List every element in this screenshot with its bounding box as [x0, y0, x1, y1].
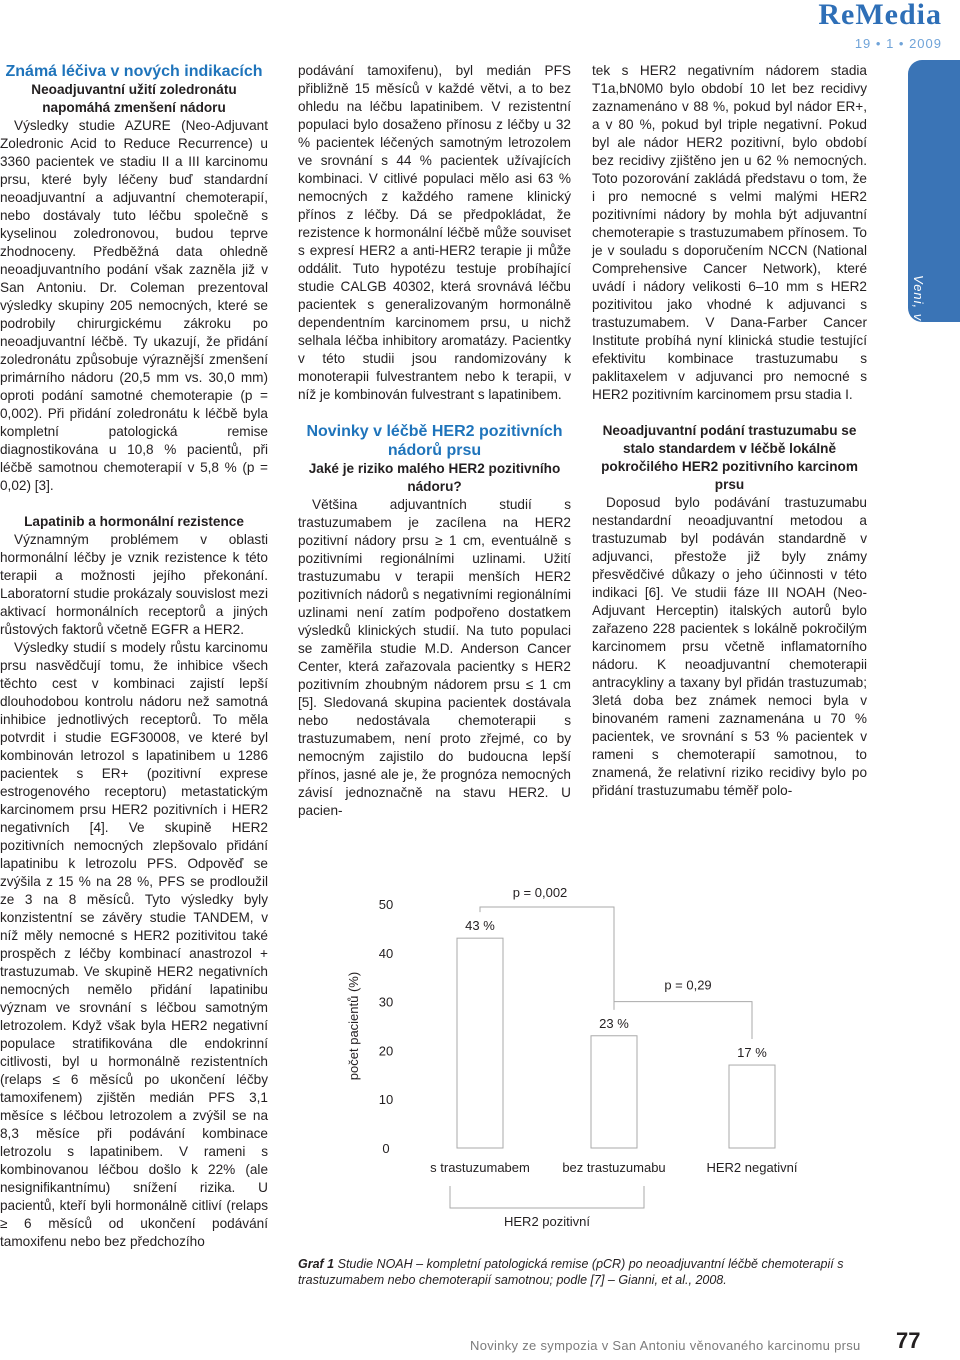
column-2	[298, 62, 571, 820]
section-heading: Známá léčiva v nových indikacích	[5, 63, 263, 80]
section-heading-her2: Novinky v léčbě HER2 pozitivních nádorů prsu	[306, 423, 563, 459]
page-number: 77	[896, 1328, 921, 1353]
bar	[457, 938, 503, 1148]
paragraph: Významným problémem v oblasti hormonální léčby je vznik rezistence k této terapii a možnosti jejího překonání. Laboratorní studie prokázaly souvislost mezi aktivací hormonálních receptorů a jiných růstových faktorů včetně EGFR a HER2.	[0, 532, 268, 637]
paragraph: Většina adjuvantních studií s trastuzumabem je zacílena na HER2 pozitivní nádory prsu ≥ 1 cm, eventuálně s pozitivními regionálními uzlinami. Užití trastuzumabu v terapii menších HER2 pozitivních nádorů s negativními regionálními uzlinami není zatím podpořeno dostatkem výsledků klinických studií. Na tuto populaci se zaměřila studie M.D. Anderson Cancer Center, která zařazovala pacientky s HER2 pozitivním zhoubným nádorem prsu ≤ 1 cm [5]. Sledovaná skupina pacientek dostávala nebo nedostávala chemoterapii s trastuzumabem, není proto zřejmé, co by nemocným zajistilo do budoucna lepší přínos, jasné ale je, že prognóza nemocných závisí jednoznačně na stavu HER2. U pacien-	[298, 497, 571, 818]
caption-text: Studie NOAH – kompletní patologická remise (pCR) po neoadjuvantní léčbě chemoterapií s trastuzumabem nebo chemoterapií samotnou; podle [7] – Gianni, et al., 2008.	[298, 1257, 844, 1287]
y-tick-label: 50	[378, 897, 394, 912]
journal-header	[818, 0, 942, 52]
paragraph: Doposud bylo podávání trastuzumabu nestandardní neoadjuvantní metodou a trastuzumab byl podáván standardně v adjuvanci, přestože již byly známy přesvědčivé důkazy o jeho účinnosti v této indikaci [6]. Ve studii fáze III NOAH (Neo-Adjuvant Herceptin) italských autorů bylo zařazeno 228 pacientek s lokálně pokročilým karcinomem prsu včetně inflamatorního nádoru. K neoadjuvantní chemoterapii antracykliny a taxany byl přidán trastuzumab; 3letá doba bez známek nemoci byla v binovaném rameni zaznamenána u 70 % pacientek, ve srovnání s 53 % pacientek v rameni s chemoterapií samotnou, to znamená, že relativní riziko recidivy bylo po přidání trastuzumabu téměř polo-	[592, 495, 867, 798]
bar-value-label: 43 %	[465, 918, 495, 934]
bar	[591, 1036, 637, 1148]
bar-value-label: 17 %	[737, 1045, 767, 1061]
column-1	[0, 62, 268, 1251]
issue-number: 19 • 1 • 2009	[854, 36, 942, 51]
subheading-neoadjuvant: Neoadjuvantní podání trastuzumabu se stalo standardem v léčbě lokálně pokročilého HER2 pozitivního karcinom prsu	[601, 423, 858, 492]
y-tick-label: 30	[378, 994, 394, 1010]
section-tab	[908, 60, 960, 356]
group-bracket	[450, 1186, 644, 1208]
y-tick-label: 10	[378, 1092, 394, 1108]
section-tab-label: Veni, vidi ...	[911, 275, 926, 356]
caption-label: Graf 1	[298, 1257, 335, 1271]
column-3	[592, 62, 867, 800]
subheading-lapatinib: Lapatinib a hormonální rezistence	[24, 514, 244, 529]
journal-logo: ReMedia	[818, 0, 942, 31]
p-value-annotation: p = 0,29	[664, 977, 712, 993]
y-tick-label: 0	[382, 1141, 390, 1156]
paragraph: tek s HER2 negativním nádorem stadia T1a,bN0M0 bylo období 10 let bez recidivy zaznamenáno v 88 %, pokud byl nádor ER+, a v 80 %, pokud byl triple negativní. Pokud byl ale nádor HER2 pozitivní, bylo období bez recidivy zjištěno jen u 62 % nemocných. Toto pozorování zakládá představu o tom, že i pro nemocné s velmi malými HER2 pozitivními nádory by mohla být adjuvantní chemoterapie s trastuzumabem přínosem. To je v souladu s doporučením NCCN (National Comprehensive Cancer Network), které uvádí i nádory velikosti 6–10 mm s HER2 pozitivitou jako vhodné k adjuvanci s trastuzumabem. V Dana-Farber Cancer Institute probíhá nyní klinická studie testující efektivitu kombinace trastuzumabu s paklitaxelem v adjuvanci pro nemocné s HER2 pozitivním karcinomem prsu stadia I.	[592, 63, 867, 402]
paragraph: Výsledky studie AZURE (Neo-Adjuvant Zoledronic Acid to Reduce Recurrence) u 3360 pacientek ve stadiu II a III karcinomu prsu, které byly léčeny buď standardní neoadjuvantní a adjuvantní chemoterapií, nebo dostávaly tuto léčbu společně s kyselinou zoledronovou, budou teprve zhodnoceny. Předběžná data ohledně neoadjuvantního podání však zazněla již v San Antoniu. Dr. Coleman prezentoval výsledky skupiny 205 nemocných, které se podrobily chirurgickému zákroku po neoadjuvantní léčbě. Ty ukazují, že přidání zoledronátu způsobuje výraznější zmenšení primárního nádoru (20,5 mm vs. 30,0 mm) oproti podání samotné chemoterapie (p = 0,002). Při přidání zoledronátu k léčbě byla kompletní patologická remise diagnostikována u 10,8 % pacientů, při léčbě samotnou chemoterapií v 5,8 % (p = 0,02) [3].	[0, 118, 268, 493]
subheading-small-tumor: Jaké je riziko malého HER2 pozitivního nádoru?	[308, 461, 561, 494]
y-tick-label: 20	[378, 1043, 394, 1059]
x-tick-label: s trastuzumabem	[430, 1160, 530, 1175]
chart-svg	[298, 862, 873, 1232]
y-tick-label: 40	[378, 945, 394, 961]
figure-caption	[298, 1256, 873, 1288]
y-axis-label: počet pacientů (%)	[346, 971, 361, 1081]
p-value-annotation: p = 0,002	[512, 885, 568, 900]
paragraph: podávání tamoxifenu), byl medián PFS přibližně 15 měsíců v každé větvi, a to bez ohledu na léčbu lapatinibem. V rezistentní populaci bylo dosaženo přínosu z léčby u 32 % pacientek léčených samotným letrozolem ve srovnání s 44 % pacientek užívajících kombinaci. V citlivé populaci mělo asi 63 % nemocných z každého ramene klinický přínos z léčby. Dá se předpokládat, že rezistence k hormonální léčbě může souviset s expresí HER2 a anti-HER2 terapie ji může oddálit. Tuto hypotézu testuje probíhající studie CALGB 40302, která srovnává léčbu pacientek s generalizovaným hormonálně dependentním karcinomem prsu, u nichž selhala léčba inhibitory aromatázy. Pacientky v této studii jsou randomizovány k monoterapii fulvestrantem nebo k terapii, v níž je kombinován fulvestrant s lapatinibem.	[298, 63, 571, 402]
bar	[729, 1065, 775, 1148]
group-label: HER2 pozitivní	[504, 1214, 590, 1229]
significance-bracket	[614, 1002, 752, 1039]
running-footer: Novinky ze sympozia v San Antoniu věnovaného karcinomu prsu	[470, 1338, 861, 1353]
subheading-zoledronate: Neoadjuvantní užití zoledronátu napomáhá zmenšení nádoru	[31, 82, 237, 115]
x-tick-label: HER2 negativní	[706, 1160, 798, 1175]
bar-value-label: 23 %	[599, 1015, 629, 1031]
bar-chart	[298, 862, 873, 1232]
paragraph: Výsledky studií s modely růstu karcinomu prsu nasvědčují tomu, že inhibice všech těchto cest v kombinaci zajistí lepší dlouhodobou kontrolu nádoru než samotná inhibice jednotlivých receptorů. To měla potvrdit i studie EGF30008, ve které byl kombinován letrozol s lapatinibem u 1286 pacientek s ER+ (pozitivní exprese estrogenového receptoru) metastatickým karcinomem prsu HER2 pozitivních i HER2 negativních [4]. Ve skupině HER2 pozitivních nemocných zlepšovalo přidání lapatinibu k letrozolu PFS. Odpověď se zvýšila z 15 % na 28 %, PFS se prodloužil ze 3 na 8 měsíců. Tyto výsledky byly konzistentní se závěry studie TANDEM, v níž měly nemocné s HER2 pozitivitou také prospěch z léčby kombinací anastrozol + trastuzumab. Ve skupině HER2 negativních nemocných nemělo přidání lapatinibu význam ve srovnání s léčbou samotným letrozolem. Když však byla HER2 negativní populace stratifikována dle endokrinní citlivosti, byl u hormonálně rezistentních (relaps ≤ 6 měsíců po ukončení léčby tamoxifenem) zjištěn medián PFS 3,1 měsíce s léčbou letrozolem a zvýšil se na 8,3 měsíce při podávání kombinace letrozolu s lapatinibem. V rameni s kombinovanou léčbou došlo k 22% (ale nesignifikantnímu) snížení rizika. U pacientů, kteří byli hormonálně citliví (relaps ≥ 6 měsíců od ukončení podávání tamoxifenu nebo bez předchozího	[0, 640, 268, 1249]
x-tick-label: bez trastuzumabu	[562, 1160, 666, 1175]
